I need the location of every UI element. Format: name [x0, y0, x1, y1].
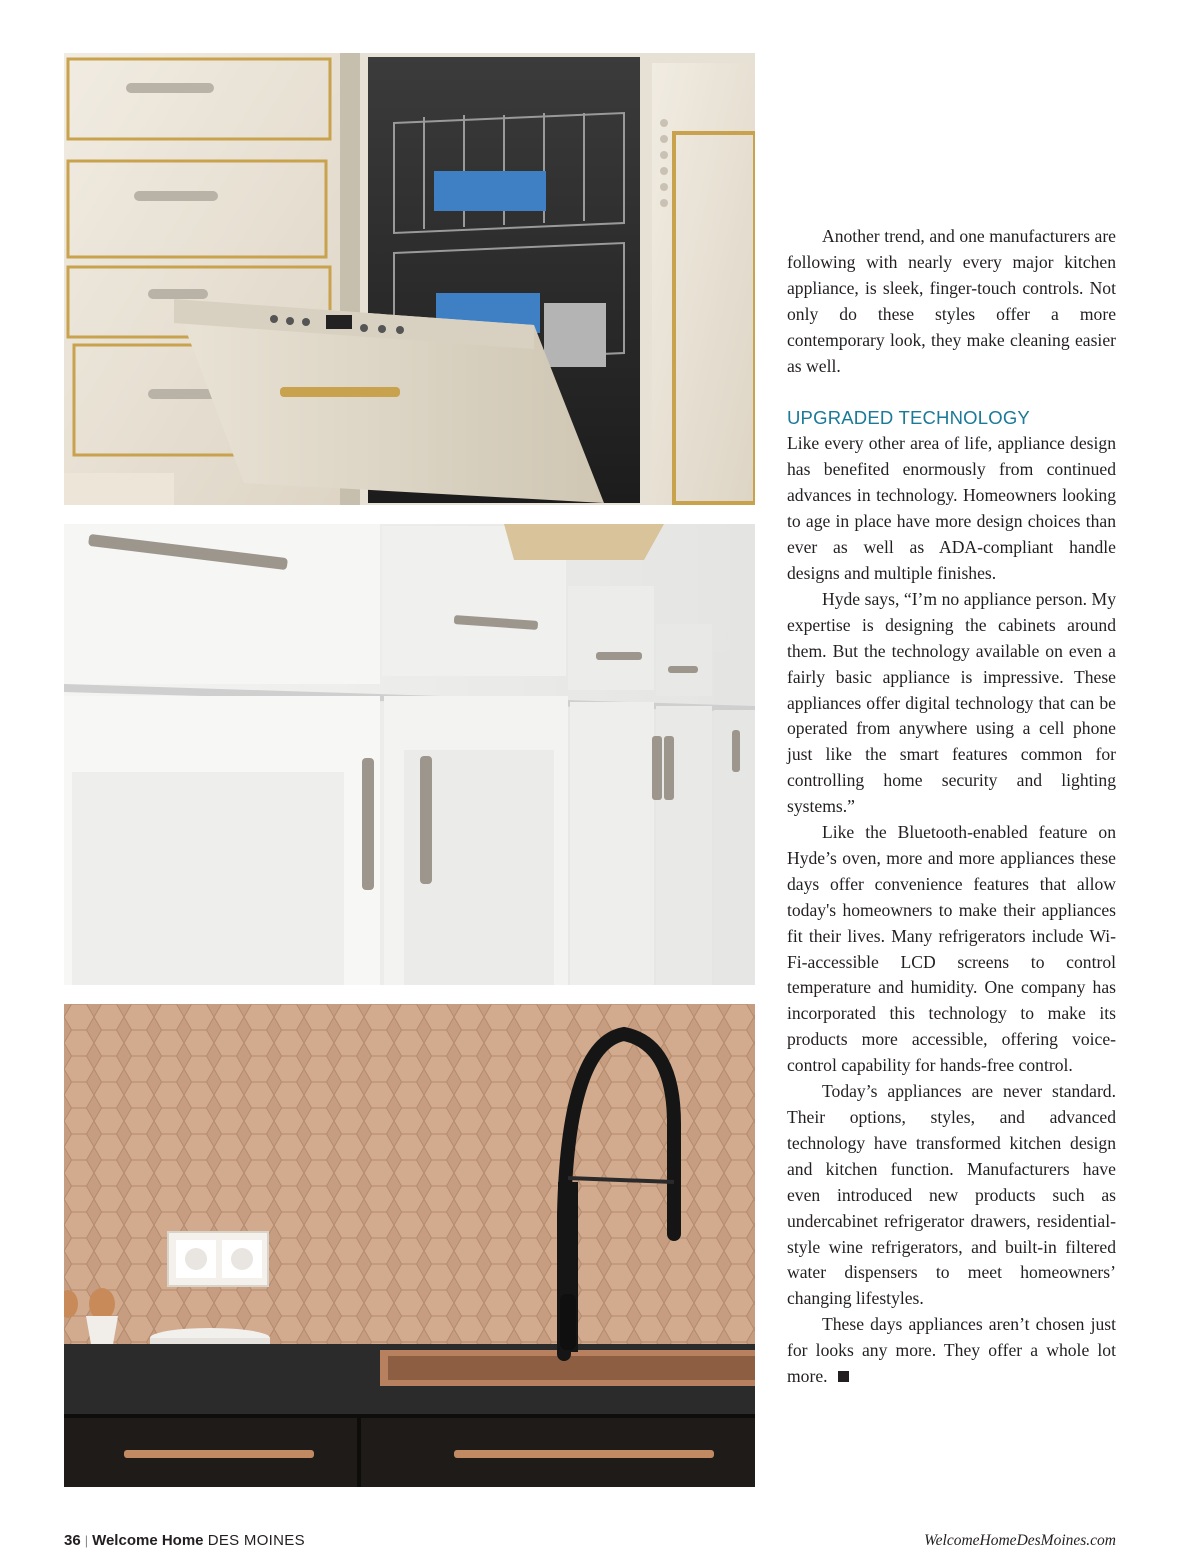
article-column — [787, 224, 1116, 1390]
dishwasher-photo — [64, 53, 755, 505]
article-paragraph: Like every other area of life, appliance design has benefited enormously from continued advances in technology. Homeowners looking to age in place have more design choices than ever as well as ADA-compliant handle designs and multiple finishes. — [787, 433, 1116, 583]
end-of-article-mark — [838, 1371, 849, 1382]
page-number: 36 — [64, 1532, 81, 1549]
article-paragraph: Hyde says, “I’m no appliance person. My expertise is designing the cabinets around them. But the technology available on even a fairly basic appliance is impressive. These appliances offer digital technology that can be operated from anywhere using a cell phone just like the smart features common for controlling home security and lighting systems.” — [787, 588, 1116, 817]
article-paragraph: Like the Bluetooth-enabled feature on Hyde’s oven, more and more appliances these days offer convenience features that allow today's homeowners to make their appliances fit their lives. Many refrigerators include Wi-Fi-accessible LCD screens to control temperature and humidity. One company has incorporated this technology to make its products more accessible, offering voice-control capability for hands-free control. — [787, 822, 1116, 1076]
article-paragraph-final — [787, 1312, 1116, 1390]
footer-separator: | — [84, 1533, 89, 1548]
sink-backsplash-photo — [64, 1004, 755, 1487]
section-heading: UPGRADED TECHNOLOGY — [787, 407, 1030, 429]
white-cabinets-photo — [64, 524, 755, 985]
magazine-brand: Welcome Home — [92, 1532, 204, 1549]
article-paragraph: Another trend, and one manufacturers are following with nearly every major kitchen appliance, is sleek, finger-touch controls. Not only do these styles offer a more contemporary look, they make cleaning easier as well. — [787, 226, 1116, 376]
footer-website[interactable]: WelcomeHomeDesMoines.com — [924, 1532, 1116, 1549]
footer-folio — [64, 1532, 305, 1549]
magazine-city: DES MOINES — [207, 1532, 305, 1549]
article-paragraph: Today’s appliances are never standard. Their options, styles, and advanced technology have transformed kitchen design and kitchen function. Manufacturers have even introduced new products such as undercabinet refrigerator drawers, residential-style wine refrigerators, and built-in filtered water dispensers to meet homeowners’ changing lifestyles. — [787, 1081, 1116, 1309]
final-paragraph-text: These days appliances aren’t chosen just for looks any more. They offer a whole lot more. — [787, 1314, 1116, 1387]
